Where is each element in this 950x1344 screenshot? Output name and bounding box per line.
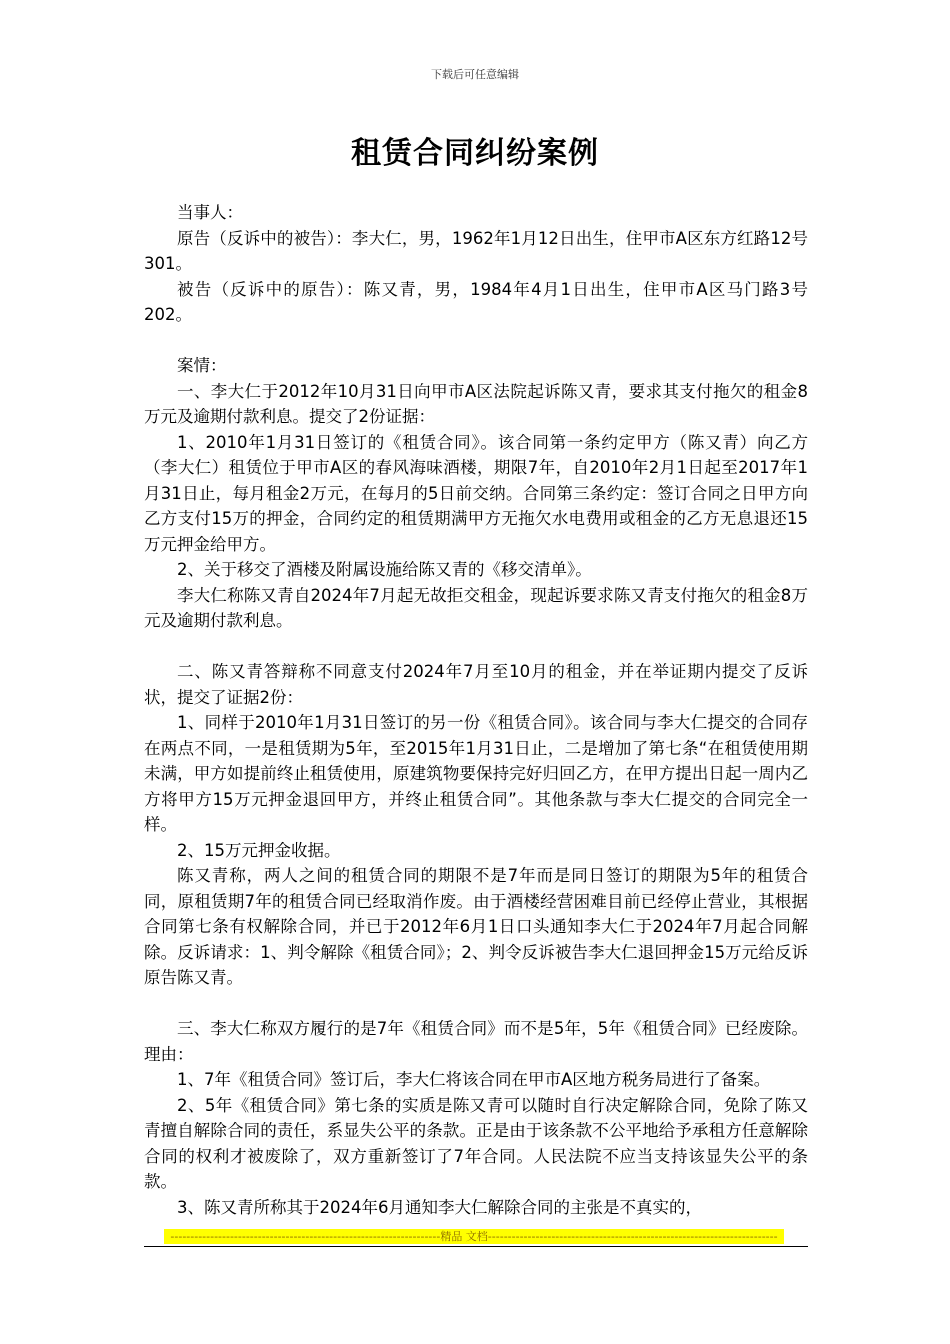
footer-watermark-band: --------------------------------------------------------------------精品 文档------------------------------------------------------------------------- bbox=[164, 1229, 784, 1244]
paragraph: 2、5年《租赁合同》第七条的实质是陈又青可以随时自行决定解除合同，免除了陈又青擅自解除合同的责任，系显失公平的条款。正是由于该条款不公平地给予承租方任意解除合同的权利才被废除了，双方重新签订了7年合同。人民法院不应当支持该显失公平的条款。 bbox=[144, 1095, 808, 1191]
footer-rule bbox=[144, 1246, 808, 1247]
paragraph: 1、2010年1月31日签订的《租赁合同》。该合同第一条约定甲方（陈又青）向乙方（李大仁）租赁位于甲市A区的春风海味酒楼，期限7年，自2010年2月1日起至2017年1月31日止，每月租金2万元，在每月的5日前交纳。合同第三条约定：签订合同之日甲方向乙方支付15万的押金，合同约定的租赁期满甲方无拖欠水电费用或租金的乙方无息退还15万元押金给甲方。 bbox=[144, 432, 808, 554]
paragraph: 三、李大仁称双方履行的是7年《租赁合同》而不是5年，5年《租赁合同》已经废除。理由： bbox=[144, 1019, 808, 1064]
paragraph: 案情： bbox=[177, 356, 227, 375]
paragraph-spacer bbox=[144, 328, 808, 354]
paragraph: 当事人： bbox=[177, 203, 243, 222]
paragraph: 陈又青称，两人之间的租赁合同的期限不是7年而是同日签订的期限为5年的租赁合同，原租赁期7年的租赁合同已经取消作废。由于酒楼经营困难目前已经停止营业，其根据合同第七条有权解除合同，并已于2012年6月1日口头通知李大仁于2024年7月起合同解除。反诉请求：1、判令解除《租赁合同》；2、判令反诉被告李大仁退回押金15万元给反诉原告陈又青。 bbox=[144, 866, 808, 987]
paragraph: 二、陈又青答辩称不同意支付2024年7月至10月的租金，并在举证期内提交了反诉状，提交了证据2份： bbox=[144, 662, 808, 707]
paragraph: 1、同样于2010年1月31日签订的另一份《租赁合同》。该合同与李大仁提交的合同存在两点不同，一是租赁期为5年，至2015年1月31日止，二是增加了第七条“在租赁使用期未满，甲方如提前终止租赁使用，原建筑物要保持完好归回乙方，在甲方提出日起一周内乙方将甲方15万元押金退回甲方，并终止租赁合同”。其他条款与李大仁提交的合同完全一样。 bbox=[144, 713, 808, 834]
paragraph: 3、陈又青所称其于2024年6月通知李大仁解除合同的主张是不真实的， bbox=[177, 1197, 702, 1217]
document-title: 租赁合同纠纷案例 bbox=[351, 136, 599, 171]
paragraph: 一、李大仁于2012年10月31日向甲市A区法院起诉陈又青，要求其支付拖欠的租金8万元及逾期付款利息。提交了2份证据： bbox=[144, 381, 808, 426]
paragraph: 原告（反诉中的被告）：李大仁，男，1962年1月12日出生，住甲市A区东方红路12号301。 bbox=[144, 228, 808, 273]
paragraph-spacer bbox=[144, 634, 808, 660]
paragraph: 2、15万元押金收据。 bbox=[177, 840, 341, 860]
paragraph: 1、7年《租赁合同》签订后，李大仁将该合同在甲市A区地方税务局进行了备案。 bbox=[177, 1070, 771, 1089]
paragraph: 被告（反诉中的原告）：陈又青，男，1984年4月1日出生，住甲市A区马门路3号202。 bbox=[144, 279, 808, 324]
document-body bbox=[144, 200, 808, 1220]
paragraph-spacer bbox=[144, 991, 808, 1017]
paragraph: 李大仁称陈又青自2024年7月起无故拒交租金，现起诉要求陈又青支付拖欠的租金8万元及逾期付款利息。 bbox=[144, 585, 808, 630]
paragraph: 2、关于移交了酒楼及附属设施给陈又青的《移交清单》。 bbox=[177, 560, 592, 579]
page-header-note: 下载后可任意编辑 bbox=[431, 68, 519, 81]
